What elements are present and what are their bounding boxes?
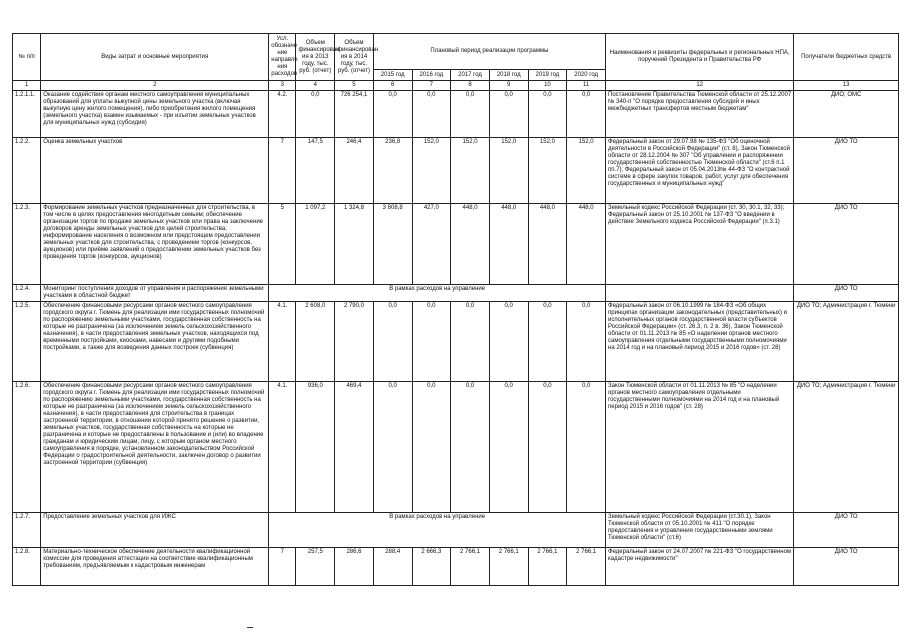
row-code: 7 xyxy=(269,138,296,204)
row-year-value: 0,0 xyxy=(412,382,451,513)
row-acts: Федеральный закон от 06.10.1999 № 184-ФЗ «Об общих принципах организации законодательных (представительных) и исполнительных органов государственной власти субъектов Российской Федерации» (ст. 26.3, п. 2 в. 36), Закон Тюменской области от 01.11.2013 № 85 «О наделении органов местного самоуправления отдельными государственными полномочиями на 2014 год и на плановый период 2015 и 2016 годов» (ст. 28) xyxy=(606,302,794,382)
row-description: Оценка земельных участков xyxy=(41,138,269,204)
row-acts: Закон Тюменской области от 01.11.2013 № 85 "О наделении органов местного самоуправления отдельными государственными полномочиями на 2014 год и на плановый период 2015 и 2016 годов" (ст. 28) xyxy=(606,382,794,513)
row-num: 1.2.1.1. xyxy=(13,91,41,138)
scan-mark xyxy=(247,627,253,628)
index-cell: 5 xyxy=(335,81,374,91)
row-year-value: 0,0 xyxy=(451,302,490,382)
row-acts: Земельный кодекс Российской Федерации (ст.30.1), Закон Тюменской области от 05.10.2001 № 411 "О порядке предоставления и управления государственными землями Тюменской области" (ст.6) xyxy=(606,513,794,548)
row-span-note: В рамках расходов на управление xyxy=(269,285,606,302)
row-year-value: 2 766,1 xyxy=(567,548,606,586)
row-vol-2014: 469,4 xyxy=(335,382,374,513)
row-recipient: ДИО ТО; Администрация г. Тюмени xyxy=(794,302,899,382)
table-row xyxy=(13,204,899,285)
index-cell: 13 xyxy=(794,81,899,91)
row-description: Формирование земельных участков предназначенных для строительства, в том числе в целях предоставления многодетным семьям; обеспечение организации торгов по продаже земельных участков или права на заключение договоров аренды земельных участков для целей строительства; информирование населения о возможном или предстоящем предоставлении земельных участков для строительства, с проведением торгов (конкурсов, аукционов) или приёме заявлений о предоставлении земельных участков без проведения торгов (конкурсов, аукционов) xyxy=(41,204,269,285)
row-vol-2013: 257,5 xyxy=(296,548,335,586)
row-year-value: 0,0 xyxy=(373,302,412,382)
row-year-value: 236,8 xyxy=(373,138,412,204)
row-code: 5 xyxy=(269,204,296,285)
row-description: Материально-техническое обеспечение деятельности квалификационной комиссии для проведения аттестации на соответствие квалификационным требованиям, предъявляемым к кадастровым инженерам xyxy=(41,548,269,586)
row-recipient: ДИО ТО xyxy=(794,513,899,548)
row-vol-2014: 286,6 xyxy=(335,548,374,586)
row-num: 1.2.4. xyxy=(13,285,41,302)
row-year-value: 448,0 xyxy=(567,204,606,285)
index-cell: 7 xyxy=(412,81,451,91)
header-year: 2020 год xyxy=(567,70,606,81)
row-acts: Земельный кодекс Российской Федерации (ст. 30, 30.1, 32, 33); Федеральный закон от 25.10.2001 № 137-ФЗ "О введении в действие Земельного кодекса Российской Федерации" (п.3.1) xyxy=(606,204,794,285)
row-description: Обеспечение финансовыми ресурсами органов местного самоуправления городского округа г. Тюмень для реализации ими государственных полномочий по распоряжению земельными участками, государственная собственность на которые не разграничена (за исключением земель сельскохозяйственного назначения), в части предоставления для строительства в границах застроенной территории, в отношении которой принято решение о развитии, земельных участков, государственная собственность на которые не разграничена и которые не предоставлены в пользование и (или) во владение гражданам и юридическим лицам, лицу, с которым органом местного самоуправления в порядке, установленном законодательством Российской Федерации о градостроительной деятельности, заключен договор о развитии застроенной территории (субвенция) xyxy=(41,382,269,513)
row-vol-2013: 1 097,2 xyxy=(296,204,335,285)
table-row xyxy=(13,302,899,382)
row-year-value: 152,0 xyxy=(412,138,451,204)
row-code: 4.2. xyxy=(269,91,296,138)
row-year-value: 0,0 xyxy=(412,91,451,138)
header-code: Усл. обозначе ние направле ния расходов xyxy=(269,34,296,81)
header-year: 2018 год xyxy=(489,70,528,81)
row-code: 4.1. xyxy=(269,302,296,382)
row-description: Мониторинг поступления доходов от управления и распоряжения земельными участками в областной бюджет xyxy=(41,285,269,302)
row-year-value: 0,0 xyxy=(489,302,528,382)
row-year-value: 448,0 xyxy=(489,204,528,285)
row-description: Предоставление земельных участков для ИЖС xyxy=(41,513,269,548)
row-year-value: 2 666,3 xyxy=(412,548,451,586)
table-row xyxy=(13,548,899,586)
row-num: 1.2.5. xyxy=(13,302,41,382)
row-year-value: 448,0 xyxy=(451,204,490,285)
row-year-value: 0,0 xyxy=(567,302,606,382)
row-year-value: 2 766,1 xyxy=(451,548,490,586)
header-vol-2013: Объем финансирован ия в 2013 году, тыс. руб. (отчет) xyxy=(296,34,335,81)
row-year-value: 0,0 xyxy=(489,382,528,513)
row-acts: Федеральный закон от 29.07.98 № 135-ФЗ "Об оценочной деятельности в Российской Федерации" (ст. 8), Закон Тюменской области от 28.12.2004 № 307 "Об управлении и распоряжении государственной собственностью Тюменской области" (ст.6 п.1 пп.7); Федеральный закон от 05.04.2013№ 44-ФЗ "О контрактной системе в сфере закупок товаров, работ, услуг для обеспечения государственных и муниципальных нужд" xyxy=(606,138,794,204)
header-recipients: Получатели бюджетных средств xyxy=(794,34,899,81)
index-cell: 9 xyxy=(489,81,528,91)
row-year-value: 0,0 xyxy=(373,91,412,138)
row-year-value: 427,0 xyxy=(412,204,451,285)
row-year-value: 0,0 xyxy=(489,91,528,138)
header-acts: Наименования и реквизиты федеральных и региональных НПА, поручений Президента и Правительства РФ xyxy=(606,34,794,81)
row-year-value: 0,0 xyxy=(528,302,567,382)
header-plan-period: Плановый период реализации программы xyxy=(373,34,605,70)
header-vol-2014: Объем финансирован ия в 2014 году, тыс. руб. (отчет) xyxy=(335,34,374,81)
row-year-value: 0,0 xyxy=(567,91,606,138)
row-year-value: 0,0 xyxy=(567,382,606,513)
row-recipient: ДИО ТО xyxy=(794,285,899,302)
row-vol-2013: 0,0 xyxy=(296,91,335,138)
row-recipient: ДИО ТО xyxy=(794,548,899,586)
table-row xyxy=(13,91,899,138)
row-year-value: 152,0 xyxy=(567,138,606,204)
row-vol-2014: 1 324,8 xyxy=(335,204,374,285)
index-cell: 2 xyxy=(41,81,269,91)
row-vol-2014: 726 254,1 xyxy=(335,91,374,138)
row-num: 1.2.3. xyxy=(13,204,41,285)
row-vol-2014: 2 790,0 xyxy=(335,302,374,382)
row-code: 4.1. xyxy=(269,382,296,513)
table-row xyxy=(13,513,899,548)
table-row xyxy=(13,382,899,513)
header-num: № п/п xyxy=(13,34,41,81)
table-row xyxy=(13,138,899,204)
header-year: 2016 год xyxy=(412,70,451,81)
row-description: Оказание содействия органам местного самоуправления муниципальных образований для уплаты выкупной цены земельного участка (включая выкупную цену жилого помещения), либо приобретения жилого помещения (земельного участка) взамен изымаемых - при изъятии земельных участков для муниципальных нужд (субсидия) xyxy=(41,91,269,138)
header-year: 2017 год xyxy=(451,70,490,81)
index-cell: 12 xyxy=(606,81,794,91)
row-year-value: 0,0 xyxy=(451,91,490,138)
index-row xyxy=(13,81,899,91)
row-year-value: 152,0 xyxy=(489,138,528,204)
row-year-value: 152,0 xyxy=(528,138,567,204)
row-vol-2013: 936,0 xyxy=(296,382,335,513)
budget-table xyxy=(12,33,899,586)
index-cell: 8 xyxy=(451,81,490,91)
header-row xyxy=(13,34,899,70)
index-cell: 10 xyxy=(528,81,567,91)
row-description: Обеспечение финансовыми ресурсами органов местного самоуправления городского округа г. Тюмень для реализации ими государственных полномочий по распоряжению земельными участками, государственная собственность на которые не разграничена (за исключением земель сельскохозяйственного назначения), в части предоставления земельных участков, находящихся под временными постройками, киосками, навесами и другими подобными постройками, а также для возведения данных построек (субвенция) xyxy=(41,302,269,382)
row-recipient: ДИО ТО xyxy=(794,138,899,204)
index-cell: 3 xyxy=(269,81,296,91)
table-row xyxy=(13,285,899,302)
header-activity: Виды затрат и основные мероприятия xyxy=(41,34,269,81)
row-acts xyxy=(606,285,794,302)
row-span-note: В рамках расходов на управление xyxy=(269,513,606,548)
index-cell: 11 xyxy=(567,81,606,91)
row-year-value: 152,0 xyxy=(451,138,490,204)
row-vol-2013: 2 608,0 xyxy=(296,302,335,382)
row-year-value: 3 808,8 xyxy=(373,204,412,285)
index-cell: 6 xyxy=(373,81,412,91)
row-recipient: ДИО ТО; Администрация г. Тюмени xyxy=(794,382,899,513)
row-recipient: ДИО ТО xyxy=(794,204,899,285)
row-num: 1.2.2. xyxy=(13,138,41,204)
row-year-value: 2 766,1 xyxy=(489,548,528,586)
row-year-value: 0,0 xyxy=(412,302,451,382)
row-year-value: 0,0 xyxy=(451,382,490,513)
row-year-value: 0,0 xyxy=(528,91,567,138)
row-acts: Постановление Правительства Тюменской области от 25.12.2007 № 340-п "О порядке предоставления субсидий и иных межбюджетных трансфертов местным бюджетам" xyxy=(606,91,794,138)
row-num: 1.2.7. xyxy=(13,513,41,548)
index-cell: 4 xyxy=(296,81,335,91)
header-year: 2019 год xyxy=(528,70,567,81)
index-cell: 1 xyxy=(13,81,41,91)
row-year-value: 0,0 xyxy=(373,382,412,513)
row-vol-2013: 147,5 xyxy=(296,138,335,204)
row-recipient: ДИО; ОМС xyxy=(794,91,899,138)
row-year-value: 448,0 xyxy=(528,204,567,285)
header-year: 2015 год xyxy=(373,70,412,81)
row-code: 7 xyxy=(269,548,296,586)
row-year-value: 2 766,1 xyxy=(528,548,567,586)
row-year-value: 0,0 xyxy=(528,382,567,513)
row-num: 1.2.6. xyxy=(13,382,41,513)
row-vol-2014: 246,4 xyxy=(335,138,374,204)
row-year-value: 288,4 xyxy=(373,548,412,586)
row-num: 1.2.8. xyxy=(13,548,41,586)
row-acts: Федеральный закон от 24.07.2007 № 221-ФЗ "О государственном кадастре недвижимости" xyxy=(606,548,794,586)
